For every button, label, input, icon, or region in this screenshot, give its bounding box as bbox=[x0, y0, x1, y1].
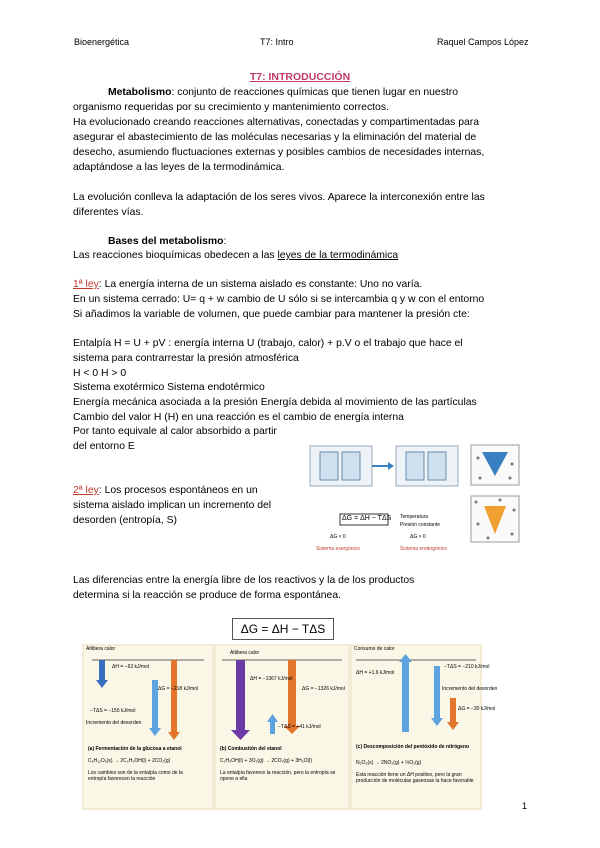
a-top-label: Altibera calor bbox=[86, 646, 116, 652]
page-title: T7: INTRODUCCIÓN bbox=[249, 71, 351, 83]
ley1-line3: Si añadimos la variable de volumen, que puede cambiar para mantener la presión cte: bbox=[73, 309, 470, 320]
ley1-line2: En un sistema cerrado: U= q + w cambio de U sólo si se intercambia q y w con el entorno bbox=[73, 294, 485, 305]
a-tds: −TΔS = −155 kJ/mol bbox=[90, 708, 136, 714]
bases-line1 bbox=[73, 248, 398, 263]
a-dg: ΔG = −218 kJ/mol bbox=[158, 686, 199, 692]
ley2-line2: sistema aislado implican un incremento del bbox=[73, 500, 272, 511]
fig1-equation: ΔG = ΔH − TΔS bbox=[342, 515, 392, 522]
metabolismo-def: : conjunto de reacciones químicas que tienen lugar en nuestro bbox=[171, 87, 459, 98]
ley2-text: : Los procesos espontáneos en un bbox=[98, 485, 258, 496]
ley1-line5: sistema para contrarrestar la presión atmosférica bbox=[73, 353, 299, 364]
ley1-line11: del entorno E bbox=[73, 441, 135, 452]
a-reaction: C₆H₁₂O₆(s) → 2C₂H₅OH(l) + 2CO₂(g) bbox=[88, 758, 171, 764]
panel-a bbox=[84, 646, 212, 808]
header-right: Raquel Campos López bbox=[437, 37, 529, 47]
ley1-line10: Por tanto equivale al calor absorbido a partir bbox=[73, 426, 277, 437]
particles-diagram bbox=[470, 444, 520, 544]
ley1-line8: Energía mecánica asociada a la presión Energía debida al movimiento de las partículas bbox=[73, 397, 477, 408]
c-note: Esta reacción tiene un ΔH positivo, pero la gran producción de moléculas gaseosas la hace favorable bbox=[356, 772, 474, 784]
page-number: 1 bbox=[522, 801, 528, 811]
bases-term: Bases del metabolismo bbox=[108, 236, 224, 247]
leyes-link[interactable]: leyes de la termodinámica bbox=[277, 250, 399, 261]
c-caption: (c) Descomposición del pentóxido de nitrógeno bbox=[356, 744, 470, 750]
b-dg: ΔG = −1326 kJ/mol bbox=[302, 686, 345, 692]
c-tds: −TΔS = −210 kJ/mol bbox=[444, 664, 490, 670]
fig1-dg-right: ΔG > 0 bbox=[410, 534, 426, 540]
fig1-temperature: Temperatura bbox=[400, 514, 429, 520]
metabolismo-line6: adaptándose a las leyes de la termodinámica. bbox=[73, 162, 285, 173]
evolucion-line2: diferentes vías. bbox=[73, 207, 144, 218]
ley1-line4: Entalpía H = U + pV : energía interna U (trabajo, calor) + p.V o el trabajo que hace el bbox=[73, 338, 463, 349]
a-dh: ΔH = −63 kJ/mol bbox=[112, 664, 149, 670]
header-center: T7: Intro bbox=[260, 37, 294, 47]
a-caption: (a) Fermentación de la glucosa a etanol bbox=[88, 746, 182, 752]
evolucion-line1: La evolución conlleva la adaptación de los seres vivos. Aparece la interconexión entre las bbox=[73, 192, 485, 203]
ley2-label: 2ª ley bbox=[73, 485, 99, 496]
c-dg: ΔG = −30 kJ/mol bbox=[458, 706, 496, 712]
fig1-endergonic: Sistema endergónico bbox=[400, 546, 447, 552]
ley1-label: 1ª ley bbox=[73, 279, 99, 290]
b-note: La entalpía favorece la reacción, pero la entropía se opone a ella bbox=[220, 770, 336, 782]
c-reaction: N₂O₅(s) → 2NO₂(g) + ½O₂(g) bbox=[356, 760, 422, 766]
metabolismo-line4: asegurar el abastecimiento de las moléculas necesarias y la eliminación del material de bbox=[73, 132, 477, 143]
c-disorder: Incremento del desorden bbox=[442, 686, 498, 692]
ley2-line3: desorden (entropía, S) bbox=[73, 515, 177, 526]
bases-heading bbox=[108, 234, 226, 249]
panel-c bbox=[352, 646, 498, 808]
fig1-dg-left: ΔG < 0 bbox=[330, 534, 346, 540]
metabolismo-line5: desecho, asumiendo fluctuaciones externas y posibles cambios de necesidades internas, bbox=[73, 147, 485, 158]
metabolismo-term: Metabolismo bbox=[108, 87, 172, 98]
ley1-line1 bbox=[73, 277, 422, 292]
panel-b-arrows bbox=[216, 652, 348, 747]
header-left: Bioenergética bbox=[74, 37, 130, 47]
c-dh: ΔH = +1.6 kJ/mol bbox=[356, 670, 395, 676]
b-top-label: Altibera calor bbox=[230, 650, 260, 656]
figure-free-energy bbox=[82, 612, 498, 812]
metabolismo-line1 bbox=[108, 85, 458, 100]
ley1-line7: Sistema exotérmico Sistema endotérmico bbox=[73, 382, 265, 393]
b-reaction: C₂H₅OH(l) + 3O₂(g) → 2CO₂(g) + 3H₂O(l) bbox=[220, 758, 313, 764]
figure-entropy bbox=[300, 440, 468, 558]
b-dh: ΔH = −1367 kJ/mol bbox=[250, 676, 293, 682]
fig2-equation: ΔG = ΔH − TΔS bbox=[232, 618, 334, 640]
metabolismo-line2: organismo requeridas por su crecimiento y mantenimiento correctos. bbox=[73, 102, 389, 113]
diferencias-line1: Las diferencias entre la energía libre de los reactivos y la de los productos bbox=[73, 575, 415, 586]
fig1-pressure: Presión constante bbox=[400, 522, 441, 528]
entropy-diagram bbox=[300, 440, 468, 558]
ley2-line1 bbox=[73, 483, 258, 498]
bases-colon: : bbox=[223, 236, 227, 247]
bases-text: Las reacciones bioquímicas obedecen a las bbox=[73, 250, 278, 261]
a-note: Los cambios son de la entalpía como de la entropía favorecen la reacción bbox=[88, 770, 183, 782]
ley1-line9: Cambio del valor H (H) en una reacción es el cambio de energía interna bbox=[73, 412, 404, 423]
diferencias-line2: determina si la reacción se produce de forma espontánea. bbox=[73, 590, 342, 601]
a-disorder: Incremento del desorden bbox=[86, 720, 142, 726]
ley1-line6: H < 0 H > 0 bbox=[73, 368, 127, 379]
ley1-text: : La energía interna de un sistema aislado es constante: Uno no varía. bbox=[98, 279, 423, 290]
b-caption: (b) Combustión del etanol bbox=[220, 746, 282, 752]
panel-b bbox=[216, 646, 348, 808]
c-top-label: Consumo de calor bbox=[354, 646, 395, 652]
metabolismo-line3: Ha evolucionado creando reacciones alternativas, conectadas y compartimentadas para bbox=[73, 117, 480, 128]
figure-particles bbox=[470, 444, 520, 544]
fig1-exergonic: Sistema exergónico bbox=[316, 546, 360, 552]
b-tds: −TΔS = +41 kJ/mol bbox=[278, 724, 321, 730]
